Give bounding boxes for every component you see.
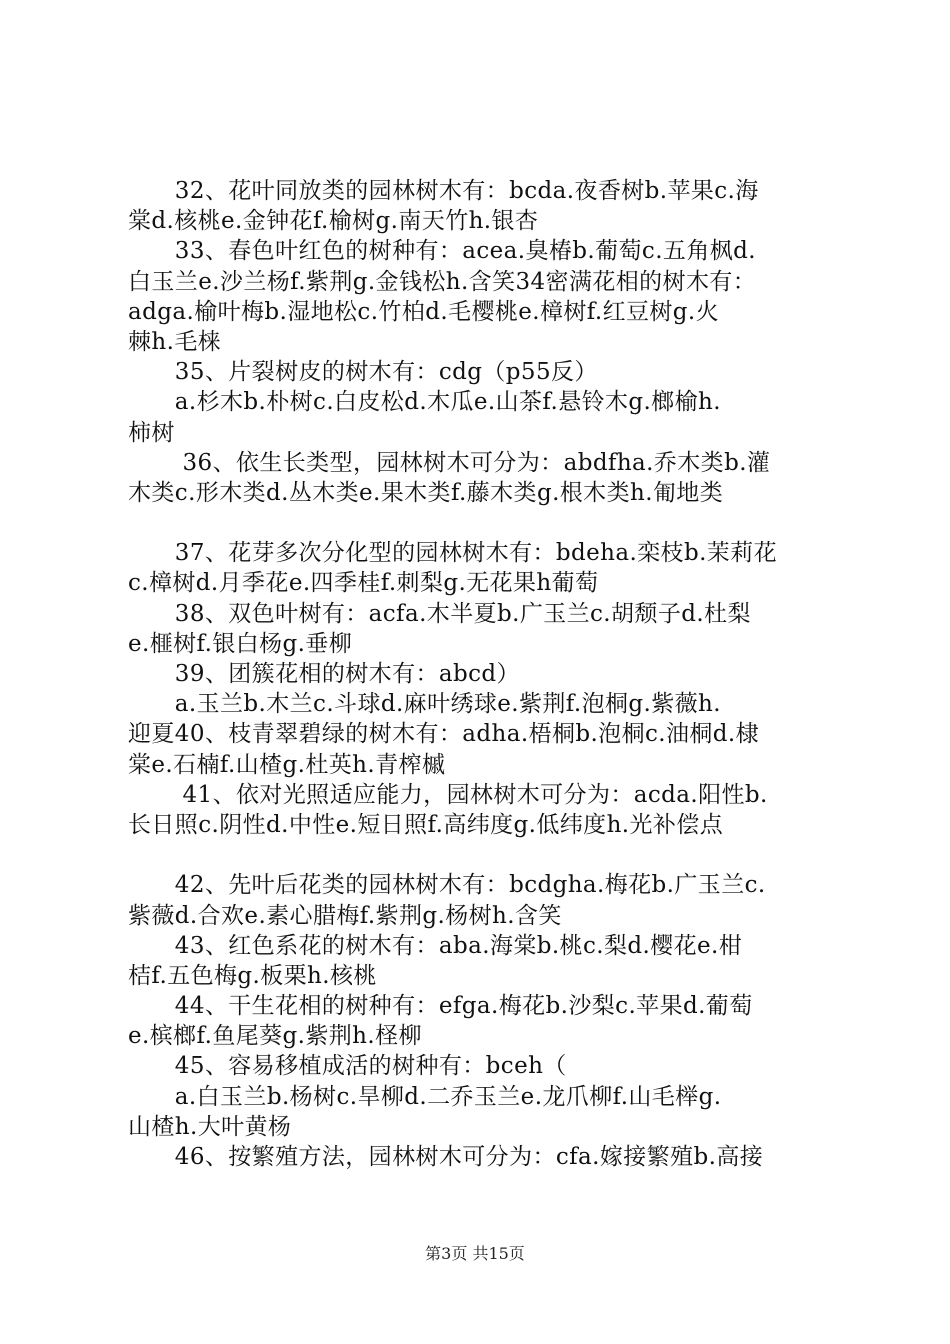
text-line: 36、依生长类型，园林树木可分为：abdfha.乔木类b.灌 [128, 449, 771, 476]
text-line: e.槟榔f.鱼尾葵g.紫荆h.柽柳 [128, 1023, 422, 1050]
text-line: 41、依对光照适应能力，园林树木可分为：acda.阳性b. [128, 781, 768, 808]
text-line: a.杉木b.朴树c.白皮松d.木瓜e.山茶f.悬铃木g.榔榆h. [128, 389, 721, 416]
text-line: 38、双色叶树有：acfa.木半夏b.广玉兰c.胡颓子d.杜梨 [128, 600, 751, 627]
text-line: 棠d.核桃e.金钟花f.榆树g.南天竹h.银杏 [128, 208, 539, 235]
text-line: 迎夏40、枝青翠碧绿的树木有：adha.梧桐b.泡桐c.油桐d.棣 [128, 721, 759, 748]
text-line: e.榧树f.银白杨g.垂柳 [128, 630, 353, 657]
document-body [128, 176, 832, 1172]
text-line: 白玉兰e.沙兰杨f.紫荆g.金钱松h.含笑34密满花相的树木有： [128, 268, 757, 295]
text-line: 紫薇d.合欢e.素心腊梅f.紫荆g.杨树h.含笑 [128, 902, 562, 929]
text-line: c.樟树d.月季花e.四季桂f.刺梨g.无花果h葡萄 [128, 570, 599, 597]
text-line: 42、先叶后花类的园林树木有：bcdgha.梅花b.广玉兰c. [128, 872, 766, 899]
text-line: 木类c.形木类d.丛木类e.果木类f.藤木类g.根木类h.匍地类 [128, 479, 724, 506]
page-number-footer: 第3页 共15页 [425, 1244, 525, 1263]
text-line: 柿树 [128, 419, 175, 446]
text-line: adga.榆叶梅b.湿地松c.竹柏d.毛樱桃e.樟树f.红豆树g.火 [128, 298, 720, 325]
text-line: 棘h.毛梾 [128, 328, 222, 355]
text-line: 棠e.石楠f.山楂g.杜英h.青榨槭 [128, 751, 446, 778]
blank-line [128, 840, 832, 870]
text-line: 33、春色叶红色的树种有：acea.臭椿b.葡萄c.五角枫d. [128, 238, 756, 265]
text-line: 桔f.五色梅g.板栗h.核桃 [128, 962, 377, 989]
text-line: 32、花叶同放类的园林树木有：bcda.夜香树b.苹果c.海 [128, 178, 759, 204]
text-line: 43、红色系花的树木有：aba.海棠b.桃c.梨d.樱花e.柑 [128, 932, 743, 959]
text-line: 45、容易移植成活的树种有：bceh（ [128, 1053, 567, 1080]
text-line: 山楂h.大叶黄杨 [128, 1113, 292, 1140]
blank-line [128, 508, 832, 538]
text-line: 46、按繁殖方法，园林树木可分为：cfa.嫁接繁殖b.高接 [128, 1144, 764, 1170]
text-line: 39、团簇花相的树木有：abcd） [128, 661, 520, 687]
text-line: a.玉兰b.木兰c.斗球d.麻叶绣球e.紫荆f.泡桐g.紫薇h. [128, 691, 721, 718]
text-line: 37、花芽多次分化型的园林树木有：bdeha.栾枝b.茉莉花 [128, 540, 777, 567]
text-line: 35、片裂树皮的树木有：cdg（p55反） [128, 359, 598, 386]
text-line: 44、干生花相的树种有：efga.梅花b.沙梨c.苹果d.葡萄 [128, 993, 753, 1020]
text-line: a.白玉兰b.杨树c.旱柳d.二乔玉兰e.龙爪柳f.山毛榉g. [128, 1083, 722, 1110]
text-line: 长日照c.阴性d.中性e.短日照f.高纬度g.低纬度h.光补偿点 [128, 811, 724, 838]
